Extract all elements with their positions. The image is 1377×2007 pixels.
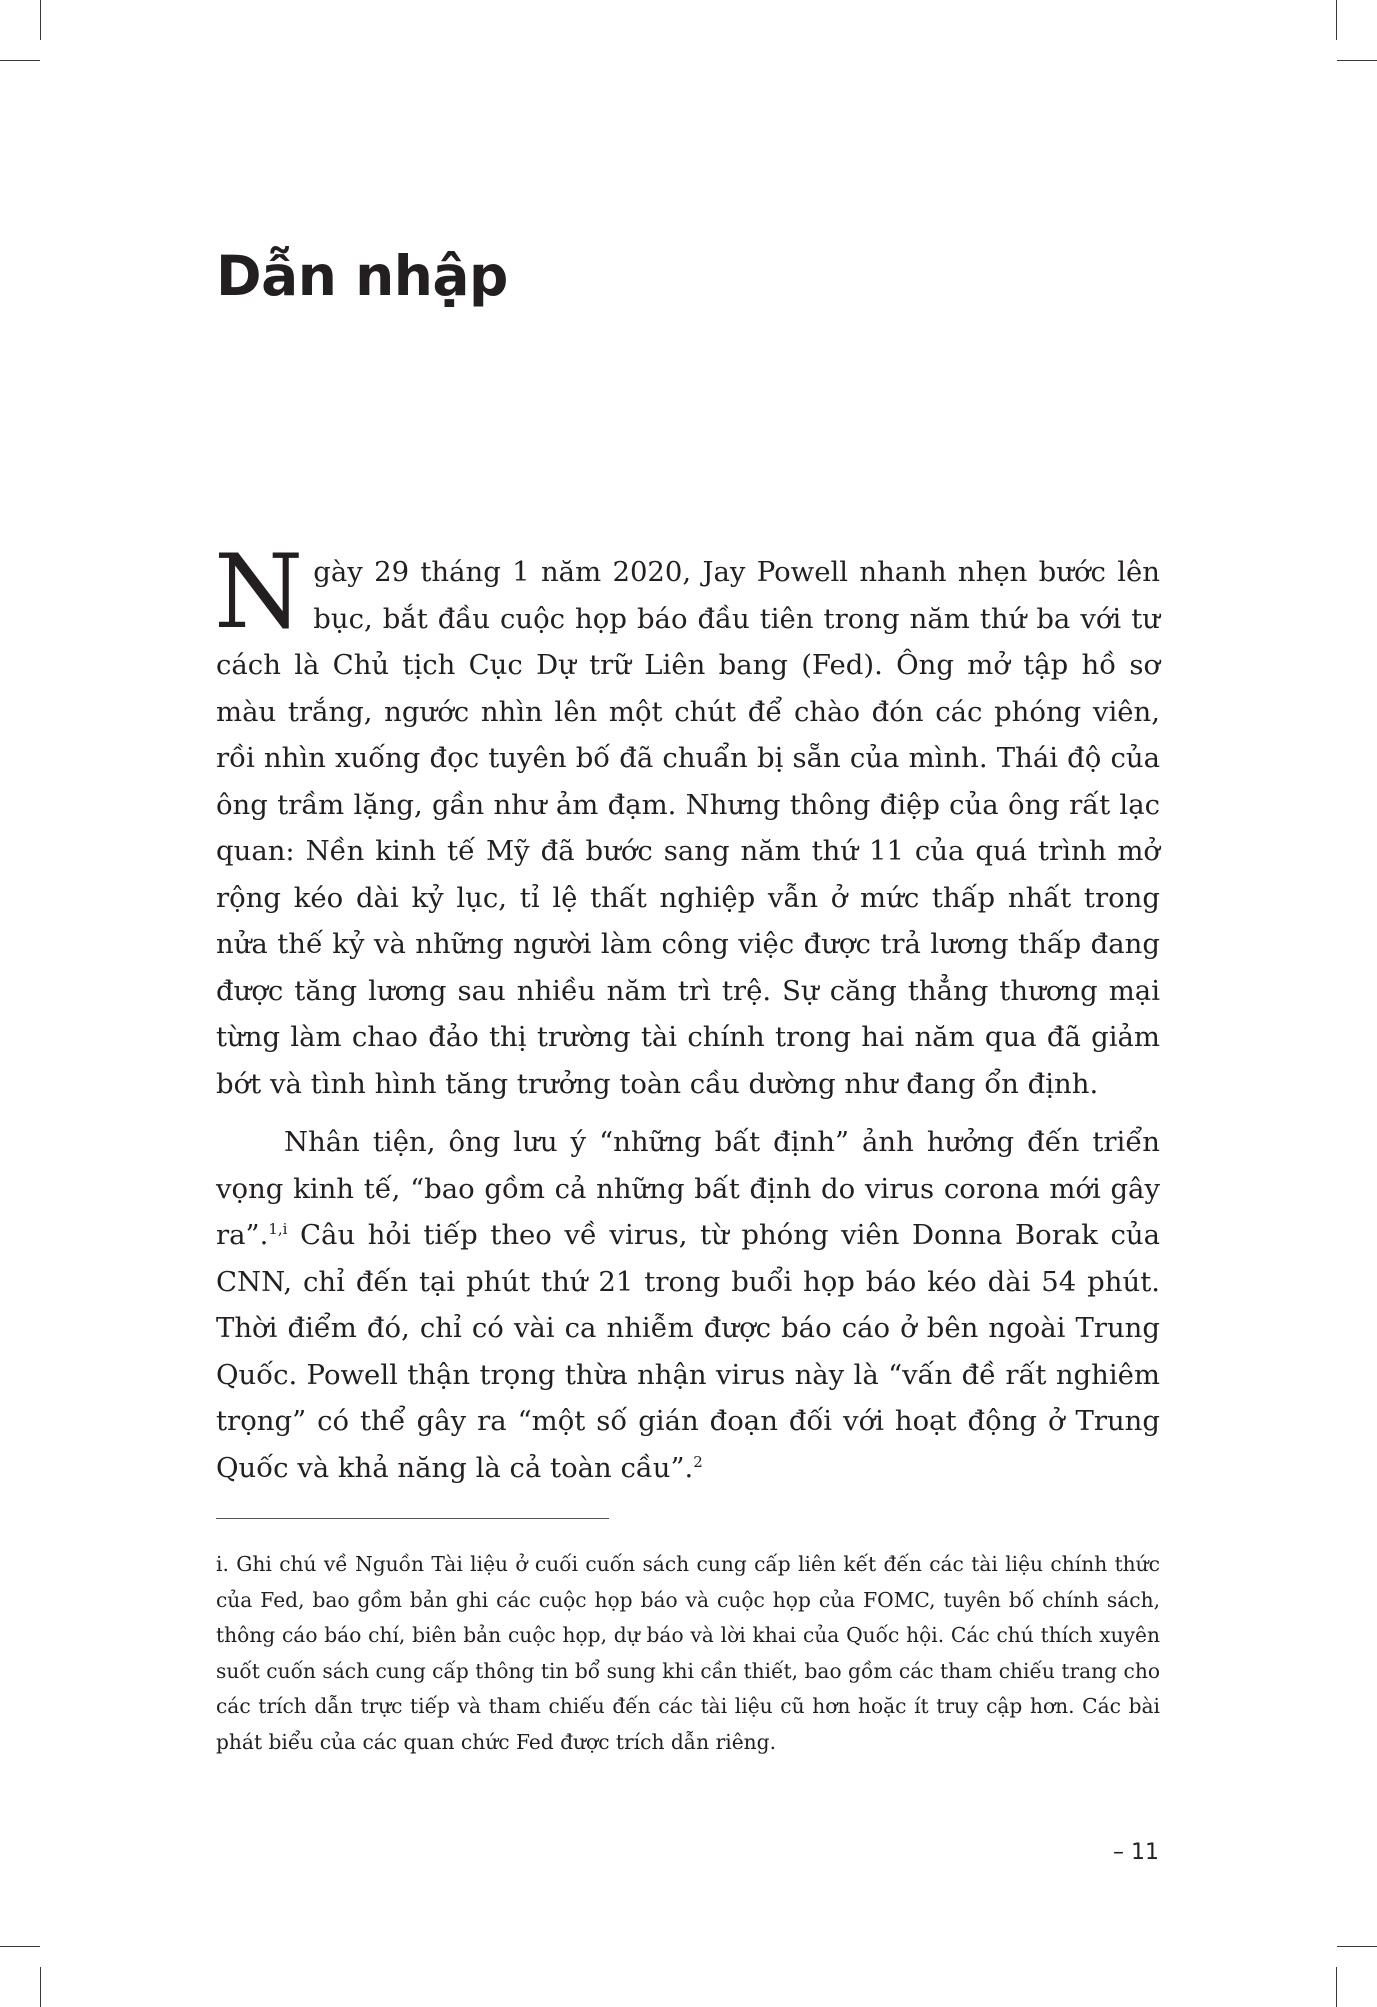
crop-mark-bottom-left — [0, 1946, 40, 1947]
crop-mark-top-right — [1336, 0, 1337, 40]
paragraph-2-text-a: Nhân tiện, ông lưu ý “những bất định” ảnh hưởng đến triển vọng kinh tế, “bao gồm cả những bất định do virus corona mới gây ra”. — [216, 1126, 1160, 1251]
paragraph-1-text: gày 29 tháng 1 năm 2020, Jay Powell nhanh nhẹn bước lên bục, bắt đầu cuộc họp báo đầu tiên trong năm thứ ba với tư cách là Chủ tịch Cục Dự trữ Liên bang (Fed). Ông mở tập hồ sơ màu trắng, ngước nhìn lên một chút để chào đón các phóng viên, rồi nhìn xuống đọc tuyên bố đã chuẩn bị sẵn của mình. Thái độ của ông trầm lặng, gần như ảm đạm. Nhưng thông điệp của ông rất lạc quan: Nền kinh tế Mỹ đã bước sang năm thứ 11 của quá trình mở rộng kéo dài kỷ lục, tỉ lệ thất nghiệp vẫn ở mức thấp nhất trong nửa thế kỷ và những người làm công việc được trả lương thấp đang được tăng lương sau nhiều năm trì trệ. Sự căng thẳng thương mại từng làm chao đảo thị trường tài chính trong hai năm qua đã giảm bớt và tình hình tăng trưởng toàn cầu dường như đang ổn định. — [216, 556, 1160, 1100]
footnote-divider — [216, 1518, 609, 1519]
chapter-title: Dẫn nhập — [216, 244, 508, 308]
crop-mark-top-left — [0, 60, 40, 61]
paragraph-2 — [216, 1119, 1160, 1491]
crop-mark-bottom-right — [1337, 1946, 1377, 1947]
body-text — [214, 533, 1160, 1491]
paragraph-1 — [214, 533, 1160, 1107]
crop-mark-top-right — [1337, 60, 1377, 61]
footnote-ref-2[interactable]: 2 — [693, 1452, 703, 1471]
paragraph-2-text-b: Câu hỏi tiếp theo về virus, từ phóng viên Donna Borak của CNN, chỉ đến tại phút thứ 21 trong buổi họp báo kéo dài 54 phút. Thời điểm đó, chỉ có vài ca nhiễm được báo cáo ở bên ngoài Trung Quốc. Powell thận trọng thừa nhận virus này là “vấn đề rất nghiêm trọng” có thể gây ra “một số gián đoạn đối với hoạt động ở Trung Quốc và khả năng là cả toàn cầu”. — [216, 1219, 1160, 1484]
page-number: – 11 — [1113, 1840, 1159, 1865]
footnote-i: i. Ghi chú về Nguồn Tài liệu ở cuối cuốn sách cung cấp liên kết đến các tài liệu chính thức của Fed, bao gồm bản ghi các cuộc họp báo và cuộc họp của FOMC, tuyên bố chính sách, thông cáo báo chí, biên bản cuộc họp, dự báo và lời khai của Quốc hội. Các chú thích xuyên suốt cuốn sách cung cấp thông tin bổ sung khi cần thiết, bao gồm các tham chiếu trang cho các trích dẫn trực tiếp và tham chiếu đến các tài liệu cũ hơn hoặc ít truy cập hơn. Các bài phát biểu của các quan chức Fed được trích dẫn riêng. — [216, 1552, 1160, 1754]
drop-cap: N — [214, 533, 304, 652]
crop-mark-bottom-left — [40, 1967, 41, 2007]
crop-mark-top-left — [40, 0, 41, 40]
footnote-ref-1[interactable]: 1,i — [268, 1219, 288, 1238]
crop-mark-bottom-right — [1336, 1967, 1337, 2007]
